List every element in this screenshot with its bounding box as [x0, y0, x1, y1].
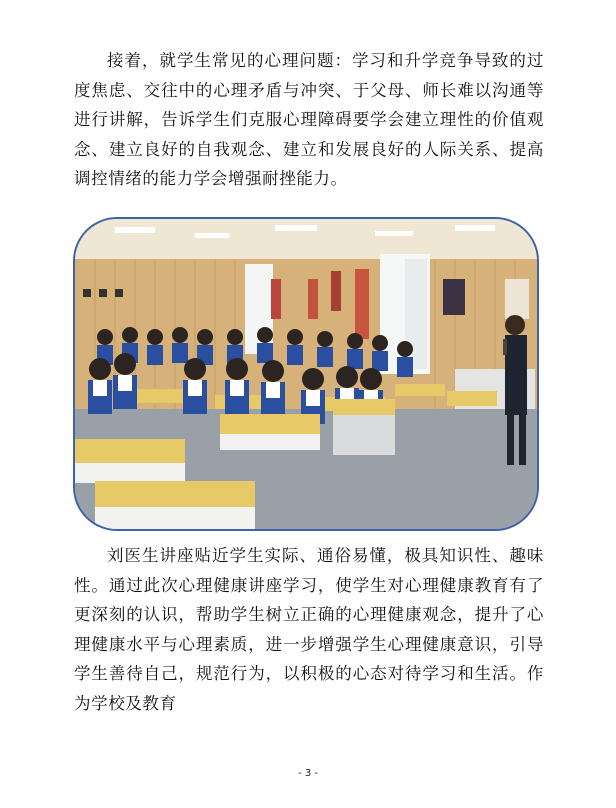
classroom-photo	[73, 217, 539, 531]
wall-poster	[443, 279, 465, 315]
speaker-icon	[99, 289, 107, 297]
paragraph-psychology-issues: 接着，就学生常见的心理问题：学习和升学竞争导致的过度焦虑、交往中的心理矛盾与冲突、于父母、师长难以沟通等进行讲解，告诉学生们克服心理障碍要学会建立理性的价值观念、建立良好的自我观念、建立和发展良好的人际关系、提高调控情绪的能力学会增强耐挫能力。	[74, 51, 544, 188]
ceiling-light	[455, 225, 495, 231]
microphone-icon	[503, 339, 507, 355]
ceiling-light	[275, 225, 317, 231]
page-number: - 3 -	[298, 768, 318, 779]
ceiling-light	[375, 231, 413, 236]
speaker-icon	[115, 289, 123, 297]
ceiling-light	[195, 233, 229, 238]
wall-poster	[271, 279, 281, 319]
classroom-illustration	[75, 219, 537, 529]
paragraph-lecture-summary: 刘医生讲座贴近学生实际、通俗易懂，极具知识性、趣味性。通过此次心理健康讲座学习，使学生对心理健康教育有了更深刻的认识，帮助学生树立正确的心理健康观念，提升了心理健康水平与心理素质，进一步增强学生心理健康意识，引导学生善待自己，规范行为，以积极的心态对待学习和生活。作为学校及教育	[74, 546, 544, 713]
wall-poster	[308, 279, 318, 319]
wall-poster	[331, 271, 341, 311]
speaker-icon	[83, 289, 91, 297]
wall-poster	[355, 269, 369, 339]
wall-poster	[505, 279, 529, 319]
ceiling-light	[115, 227, 155, 233]
